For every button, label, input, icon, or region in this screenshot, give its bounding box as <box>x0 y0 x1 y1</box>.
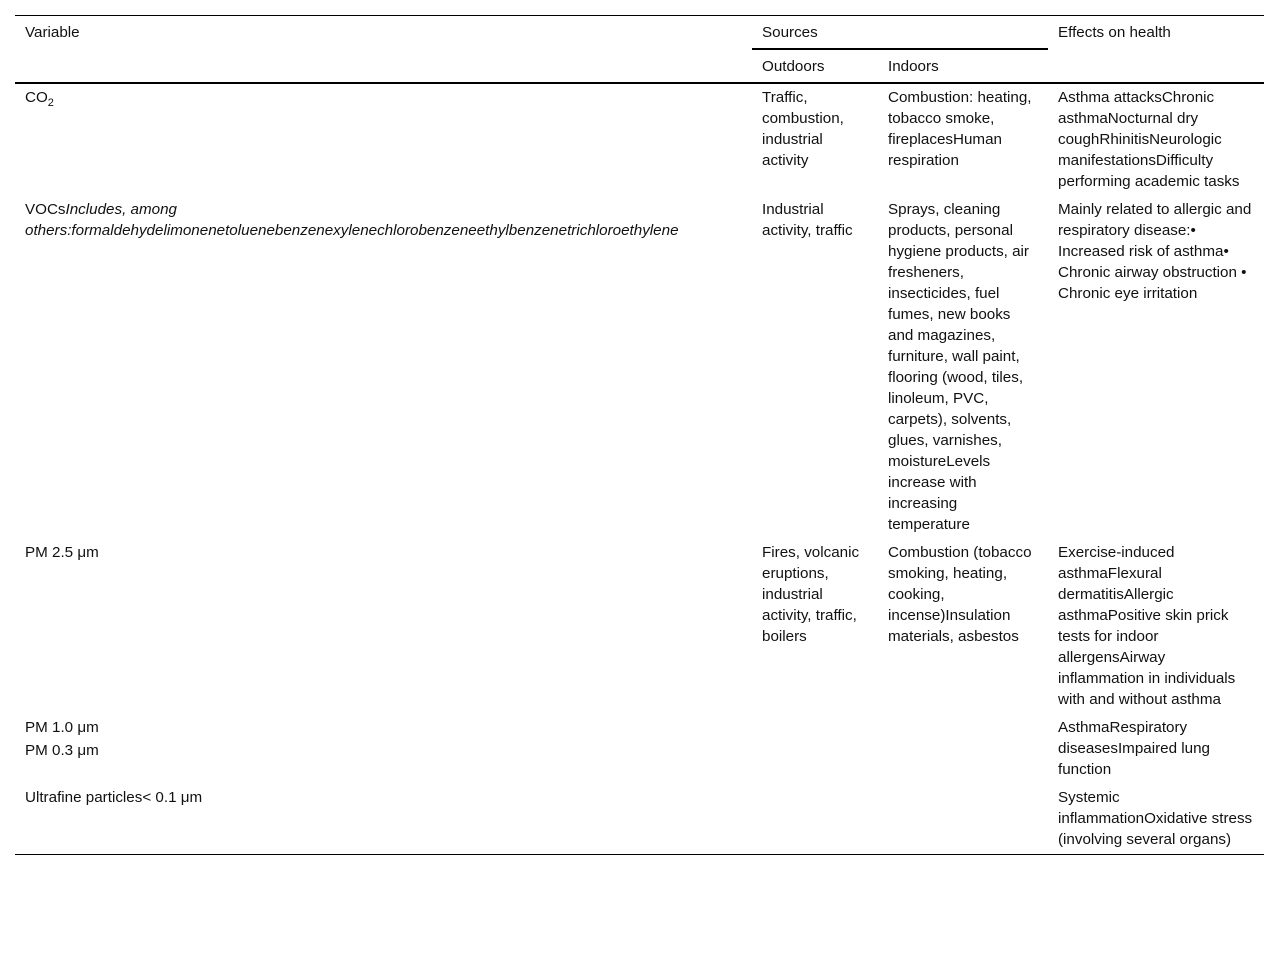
variable-line: PM 1.0 μm <box>25 719 99 736</box>
cell-variable <box>15 196 752 539</box>
table-row-vocs <box>15 196 1264 539</box>
table-header <box>15 16 1264 84</box>
cell-variable: PM 2.5 μm <box>25 544 99 561</box>
cell-indoors <box>878 714 1048 784</box>
table-row-pm25 <box>15 539 1264 714</box>
cell-effects: Systemic inflammationOxidative stress (involving several organs) <box>1058 789 1253 848</box>
cell-effects: Asthma attacksChronic asthmaNocturnal dry coughRhinitisNeurologic manifestationsDifficulty performing academic tasks <box>1058 89 1240 190</box>
header-sources: Sources <box>752 16 1048 50</box>
cell-outdoors <box>752 714 878 784</box>
table-row-pm10-pm03 <box>15 714 1264 784</box>
header-effects: Effects on health <box>1048 16 1264 84</box>
variable-note: Includes, among others:formaldehydelimonenetoluenebenzenexylenechlorobenzeneethylbenzenetrichloroethylene <box>25 201 679 239</box>
cell-variable <box>15 83 752 196</box>
cell-effects: Mainly related to allergic and respiratory disease:• Increased risk of asthma• Chronic airway obstruction • Chronic eye irritation <box>1058 201 1252 302</box>
variable-name: VOCs <box>25 201 66 218</box>
table-row-ultrafine <box>15 784 1264 855</box>
cell-indoors: Combustion (tobacco smoking, heating, cooking, incense)Insulation materials, asbestos <box>888 544 1032 645</box>
cell-indoors: Combustion: heating, tobacco smoke, fireplacesHuman respiration <box>888 89 1032 169</box>
cell-variable <box>15 714 752 784</box>
cell-effects: Exercise-induced asthmaFlexural dermatitisAllergic asthmaPositive skin prick tests for indoor allergensAirway inflammation in individuals with and without asthma <box>1058 544 1236 708</box>
cell-outdoors: Traffic, combustion, industrial activity <box>762 89 844 169</box>
table-row-co2 <box>15 83 1264 196</box>
variable-subscript: 2 <box>47 97 54 109</box>
variable-line: PM 0.3 μm <box>25 742 99 759</box>
cell-outdoors: Fires, volcanic eruptions, industrial activity, traffic, boilers <box>762 544 860 645</box>
cell-indoors <box>878 784 1048 855</box>
cell-variable: Ultrafine particles< 0.1 μm <box>25 789 203 806</box>
cell-effects: AsthmaRespiratory diseasesImpaired lung function <box>1058 719 1210 778</box>
header-indoors: Indoors <box>878 49 1048 83</box>
pollutants-table <box>15 15 1264 855</box>
variable-name: CO <box>25 89 48 106</box>
cell-indoors: Sprays, cleaning products, personal hygiene products, air fresheners, insecticides, fuel fumes, new books and magazines, furniture, wall paint, flooring (wood, tiles, linoleum, PVC, carpets), solvents, glues, varnishes, moistureLevels increase with increasing temperature <box>888 201 1029 533</box>
header-variable: Variable <box>15 16 752 84</box>
cell-outdoors <box>752 784 878 855</box>
header-outdoors: Outdoors <box>752 49 878 83</box>
table-body <box>15 83 1264 855</box>
cell-outdoors: Industrial activity, traffic <box>762 201 853 239</box>
